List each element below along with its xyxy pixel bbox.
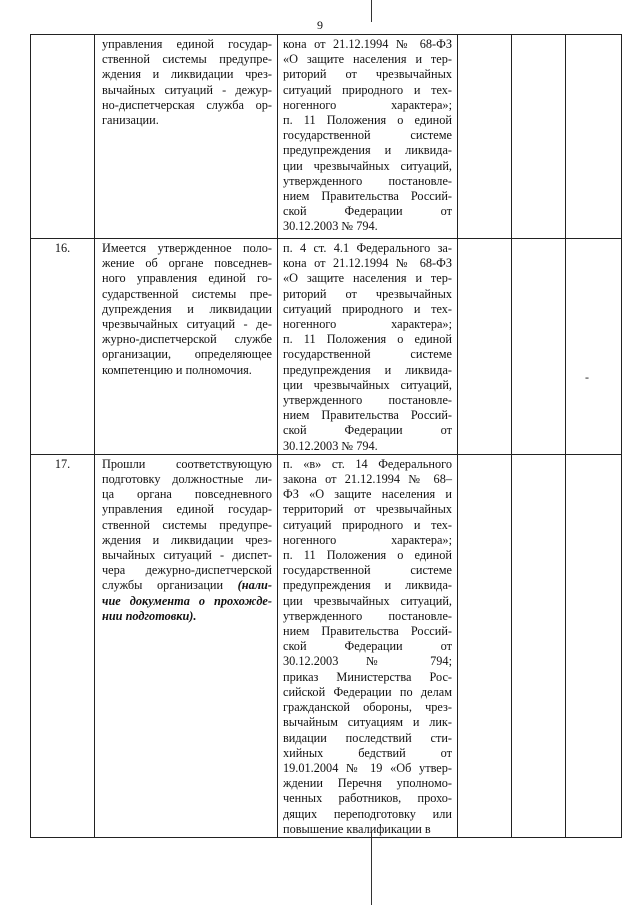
legal-basis-text-line: предупреждения и ликвида-: [283, 578, 452, 593]
requirement-text-line: управления единой государ-: [102, 37, 272, 51]
legal-basis-text: [278, 454, 458, 837]
legal-basis-text-line: п. 11 Положения о единой: [283, 548, 452, 563]
table-row: [31, 35, 622, 239]
check-na-cell[interactable]: [566, 239, 622, 455]
legal-basis-text-line: вычайным ситуациям и лик-: [283, 715, 452, 730]
legal-basis-text-line: предупреждения и ликвида-: [283, 143, 452, 158]
legal-basis-text-line: нием Правительства Россий-: [283, 408, 452, 423]
legal-basis-text-line: хийных бедствий от: [283, 745, 452, 760]
requirement-text-line: подготовку должностные ли-: [102, 472, 272, 487]
legal-basis-text-line: территорий от чрезвычайных: [283, 502, 452, 517]
requirement-text-line: компетенцию и полномочия.: [102, 362, 252, 377]
legal-basis-text-line: 30.12.2003 № 794;: [283, 654, 452, 669]
legal-basis-text-line: «О защите населения и тер-: [283, 271, 452, 286]
requirement-text-line: нии подготовки).: [102, 608, 197, 623]
legal-basis-text-line: ской Федерации от: [283, 423, 452, 438]
legal-basis-text-line: ской Федерации от: [283, 639, 452, 654]
legal-basis-text-line: 19.01.2004 № 19 «Об утвер-: [283, 760, 452, 775]
requirement-text-line: сударственной системы пре-: [102, 286, 272, 301]
requirement-text-line: чие документа о прохожде-: [102, 593, 272, 608]
check-no-cell[interactable]: [512, 454, 566, 837]
legal-basis-text-line: 30.12.2003 № 794.: [283, 219, 378, 234]
requirement-text-line: службы организации (нали-: [102, 578, 272, 593]
legal-basis-text-line: государственной системе: [283, 347, 452, 362]
legal-basis-text-line: нием Правительства Россий-: [283, 624, 452, 639]
requirement-text-line: ственной системы предупре-: [102, 52, 272, 67]
legal-basis-text-line: сийской Федерации по делам: [283, 684, 452, 699]
legal-basis-text-line: п. «в» ст. 14 Федерального: [283, 456, 452, 471]
marginal-mark: -: [585, 370, 589, 384]
legal-basis-text-line: ситуаций природного и тех-: [283, 82, 452, 97]
requirement-text-line: Прошли соответствующую: [102, 456, 272, 471]
requirement-text-line: чрезвычайных ситуаций - де-: [102, 317, 272, 332]
legal-basis-text-line: п. 11 Положения о единой: [283, 113, 452, 128]
page-number: 9: [317, 18, 323, 32]
legal-basis-text: [278, 239, 458, 455]
requirement-text-line: Имеется утвержденное поло-: [102, 241, 272, 255]
requirement-text-line: вычайных ситуаций - диспет-: [102, 548, 272, 563]
legal-basis-text-line: риторий от чрезвычайных: [283, 286, 452, 301]
requirement-text: [95, 239, 278, 455]
legal-basis-text-line: повышение квалификации в: [283, 821, 431, 836]
requirement-text-line: ганизации.: [102, 113, 159, 128]
legal-basis-text-line: «О защите населения и тер-: [283, 52, 452, 67]
requirement-text-line: чера дежурно-диспетчерской: [102, 563, 272, 578]
requirement-text-line: ждения и ликвидации чрез-: [102, 67, 272, 82]
legal-basis-text-line: кона от 21.12.1994 № 68-ФЗ: [283, 256, 452, 271]
check-yes-cell[interactable]: [458, 35, 512, 239]
legal-basis-text-line: риторий от чрезвычайных: [283, 67, 452, 82]
requirement-text-line: ственной системы предупре-: [102, 517, 272, 532]
legal-basis-text-line: предупреждения и ликвида-: [283, 362, 452, 377]
requirement-text-line: но-диспетчерская служба ор-: [102, 97, 272, 112]
legal-basis-text-line: ногенного характера»;: [283, 317, 452, 332]
legal-basis-text-line: 30.12.2003 № 794.: [283, 438, 378, 453]
check-na-cell[interactable]: [566, 35, 622, 239]
requirement-text-line: дупреждения и ликвидации: [102, 301, 272, 316]
legal-basis-text-line: ждении Перечня уполномо-: [283, 776, 452, 791]
legal-basis-text-line: приказ Министерства Рос-: [283, 669, 452, 684]
legal-basis-text-line: ФЗ «О защите населения и: [283, 487, 452, 502]
legal-basis-text-line: видации последствий сти-: [283, 730, 452, 745]
requirements-table: [30, 34, 622, 838]
legal-basis-text-line: нием Правительства Россий-: [283, 189, 452, 204]
legal-basis-text-line: закона от 21.12.1994 № 68–: [283, 472, 452, 487]
requirement-text-line: жение об органе повседнев-: [102, 256, 272, 271]
requirement-text: [95, 35, 278, 239]
scan-artifact-top: [371, 0, 372, 22]
item-number: 17.: [31, 454, 95, 837]
legal-basis-text-line: ции чрезвычайных ситуаций,: [283, 377, 452, 392]
legal-basis-text-line: утвержденного постановле-: [283, 173, 452, 188]
legal-basis-text-line: утвержденного постановле-: [283, 608, 452, 623]
legal-basis-text-line: ции чрезвычайных ситуаций,: [283, 593, 452, 608]
legal-basis-text-line: утвержденного постановле-: [283, 393, 452, 408]
legal-basis-text: [278, 35, 458, 239]
requirement-text-line: вычайных ситуаций - дежур-: [102, 82, 272, 97]
item-number: 16.: [31, 239, 95, 455]
legal-basis-text-line: п. 4 ст. 4.1 Федерального за-: [283, 241, 452, 255]
legal-basis-text-line: ции чрезвычайных ситуаций,: [283, 158, 452, 173]
requirement-text-line: организации, определяющее: [102, 347, 272, 362]
requirement-text-line: ца органа повседневного: [102, 487, 272, 502]
check-no-cell[interactable]: [512, 239, 566, 455]
requirement-text-line: ного управления единой го-: [102, 271, 272, 286]
legal-basis-text-line: государственной системе: [283, 128, 452, 143]
check-yes-cell[interactable]: [458, 454, 512, 837]
table-row: [31, 239, 622, 455]
legal-basis-text-line: ногенного характера»;: [283, 97, 452, 112]
legal-basis-text-line: дящих переподготовку или: [283, 806, 452, 821]
legal-basis-text-line: ченных работников, прохо-: [283, 791, 452, 806]
item-number: [31, 35, 95, 239]
requirement-text-line: ждения и ликвидации чрез-: [102, 532, 272, 547]
legal-basis-text-line: ситуаций природного и тех-: [283, 301, 452, 316]
requirement-text: [95, 454, 278, 837]
legal-basis-text-line: ногенного характера»;: [283, 532, 452, 547]
legal-basis-text-line: кона от 21.12.1994 № 68-ФЗ: [283, 37, 452, 51]
check-no-cell[interactable]: [512, 35, 566, 239]
legal-basis-text-line: ситуаций природного и тех-: [283, 517, 452, 532]
legal-basis-text-line: ской Федерации от: [283, 204, 452, 219]
requirement-text-line: журно-диспетчерской службе: [102, 332, 272, 347]
table-row: [31, 454, 622, 837]
requirement-text-line: управления единой государ-: [102, 502, 272, 517]
legal-basis-text-line: государственной системе: [283, 563, 452, 578]
legal-basis-text-line: п. 11 Положения о единой: [283, 332, 452, 347]
check-yes-cell[interactable]: [458, 239, 512, 455]
check-na-cell[interactable]: [566, 454, 622, 837]
legal-basis-text-line: гражданской обороны, чрез-: [283, 700, 452, 715]
scan-artifact-bottom: [371, 832, 372, 905]
